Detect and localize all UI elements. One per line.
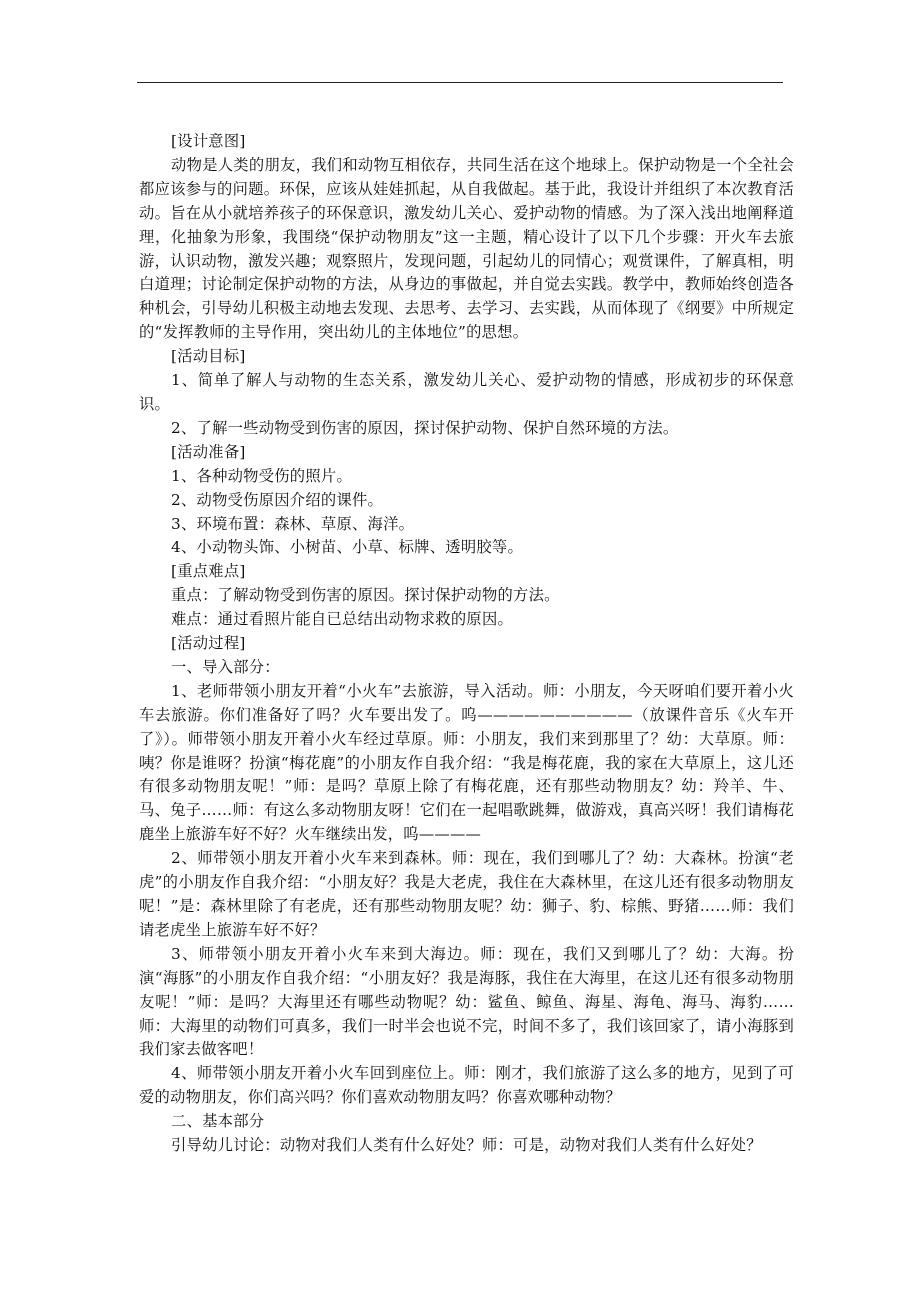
key-point: 重点：了解动物受到伤害的原因。探讨保护动物的方法。 [171,586,560,605]
section-introduction: 一、导入部分： [171,657,280,676]
goal-item-1: 1、简单了解人与动物的生态关系，激发幼儿关心、爱护动物的情感，形成初步的环保意识。 [139,371,794,413]
difficulty-point: 难点：通过看照片能自已总结出动物求救的原因。 [171,610,514,629]
heading-key-difficulties: [重点难点] [171,562,246,581]
heading-activity-process: [活动过程] [171,634,246,653]
process-step-2: 2、师带领小朋友开着小火车来到森林。师：现在，我们到哪儿了？幼：大森林。扮演“老虎”的小朋友作自我介绍：“小朋友好？我是大老虎，我住在大森林里，在这儿还有很多动物朋友呢！”是：森林里除了有老虎，还有那些动物朋友呢？幼：狮子、豹、棕熊、野猪……师：我们请老虎坐上旅游车好不好？ [139,849,794,939]
process-step-1: 1、老师带领小朋友开着“小火车”去旅游，导入活动。师：小朋友，今天呀咱们要开着小火车去旅游。你们准备好了吗？火车要出发了。呜——————————（放课件音乐《火车开了》）。师带领小朋友开着小火车经过草原。师：小朋友，我们来到那里了？幼：大草原。师：咦？你是谁呀？扮演“梅花鹿”的小朋友作自我介绍：“我是梅花鹿，我的家在大草原上，这儿还有很多动物朋友呢！”师：是吗？草原上除了有梅花鹿，还有那些动物朋友？幼：羚羊、牛、马、兔子……师：有这么多动物朋友呀！它们在一起唱歌跳舞，做游戏，真高兴呀！我们请梅花鹿坐上旅游车好不好？火车继续出发，呜———— [139,681,794,844]
heading-activity-preparation: [活动准备] [171,442,246,461]
preparation-item-2: 2、动物受伤原因介绍的课件。 [171,490,384,509]
process-step-4: 4、师带领小朋友开着小火车回到座位上。师：刚才，我们旅游了这么多的地方，见到了可爱的动物朋友，你们高兴吗？你们喜欢动物朋友吗？你喜欢哪种动物？ [139,1064,794,1107]
preparation-item-3: 3、环境布置：森林、草原、海洋。 [171,514,415,533]
document-body [139,130,794,1158]
process-step-3: 3、师带领小朋友开着小火车来到大海边。师：现在，我们又到哪儿了？幼：大海。扮演“海豚”的小朋友作自我介绍：“小朋友好？我是海豚，我住在大海里，在这儿还有很多动物朋友呢！”师：是吗？大海里还有哪些动物呢？幼：鲨鱼、鲸鱼、海星、海龟、海马、海豹……师：大海里的动物们可真多，我们一时半会也说不完，时间不多了，我们该回家了，请小海豚到我们家去做客吧！ [139,944,794,1059]
header-rule [137,82,783,83]
preparation-item-1: 1、各种动物受伤的照片。 [171,466,352,485]
section-basic-part: 二、基本部分 [171,1112,265,1131]
goal-item-2: 2、了解一些动物受到伤害的原因，探讨保护动物、保护自然环境的方法。 [171,418,679,437]
heading-design-intent: [设计意图] [171,132,246,150]
heading-activity-goals: [活动目标] [171,347,246,366]
preparation-item-4: 4、小动物头饰、小树苗、小草、标牌、透明胶等。 [171,538,524,557]
paragraph-design-intent: 动物是人类的朋友，我们和动物互相依存，共同生活在这个地球上。保护动物是一个全社会都应该参与的问题。环保，应该从娃娃抓起，从自我做起。基于此，我设计并组织了本次教育活动。旨在从小就培养孩子的环保意识，激发幼儿关心、爱护动物的情感。为了深入浅出地阐释道理，化抽象为形象，我围绕“保护动物朋友”这一主题，精心设计了以下几个步骤：开火车去旅游，认识动物，激发兴趣；观察照片，发现问题，引起幼儿的同情心；观赏课件，了解真相，明白道理；讨论制定保护动物的方法，从身边的事做起，并自觉去实践。教学中，教师始终创造各种机会，引导幼儿积极主动地去发现、去思考、去学习、去实践，从而体现了《纲要》中所规定的“发挥教师的主导作用，突出幼儿的主体地位”的思想。 [139,155,794,342]
discussion-paragraph: 引导幼儿讨论：动物对我们人类有什么好处？师：可是，动物对我们人类有什么好处？ [171,1136,762,1155]
